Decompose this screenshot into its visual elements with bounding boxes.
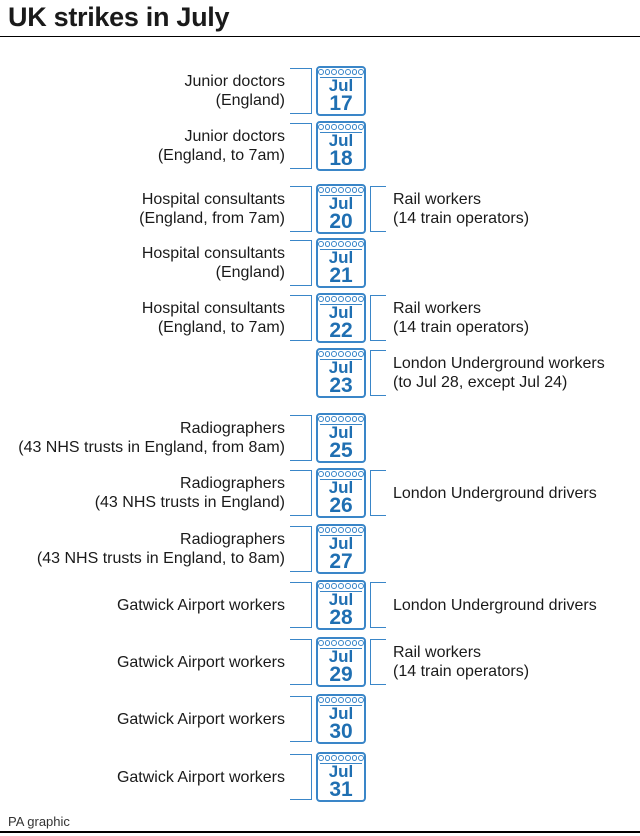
left-bracket xyxy=(290,639,312,685)
strike-row xyxy=(0,580,640,630)
calendar-month: Jul xyxy=(328,478,354,497)
calendar-month: Jul xyxy=(328,762,354,781)
left-strike-label xyxy=(0,184,285,234)
left-bracket xyxy=(290,295,312,341)
calendar-icon xyxy=(316,694,366,744)
calendar-day: 28 xyxy=(329,606,353,629)
left-bracket xyxy=(290,240,312,286)
left-strike-label xyxy=(0,752,285,802)
left-label-line: (England) xyxy=(215,92,285,109)
left-label-line: Junior doctors xyxy=(184,73,285,90)
right-bracket xyxy=(370,350,386,396)
left-strike-label xyxy=(0,293,285,343)
calendar-day: 29 xyxy=(329,663,353,686)
left-bracket xyxy=(290,470,312,516)
calendar-month: Jul xyxy=(328,303,354,322)
left-strike-label xyxy=(0,413,285,463)
left-label-line: (England, to 7am) xyxy=(157,147,285,164)
left-strike-label xyxy=(0,66,285,116)
left-bracket xyxy=(290,754,312,800)
calendar-icon xyxy=(316,184,366,234)
left-label-line: Hospital consultants xyxy=(141,245,285,262)
strike-row xyxy=(0,637,640,687)
title-divider xyxy=(0,36,640,37)
right-strike-label xyxy=(393,580,638,630)
right-strike-label xyxy=(393,184,638,234)
calendar-month: Jul xyxy=(328,131,354,150)
calendar-icon xyxy=(316,238,366,288)
left-label-line: (England, to 7am) xyxy=(157,319,285,336)
calendar-day: 25 xyxy=(329,439,353,462)
calendar-icon xyxy=(316,580,366,630)
right-label-line: Rail workers xyxy=(393,300,482,317)
calendar-day: 20 xyxy=(329,210,353,233)
left-bracket xyxy=(290,526,312,572)
calendar-day: 27 xyxy=(329,550,353,573)
calendar-day: 18 xyxy=(329,147,353,170)
left-label-line: (43 NHS trusts in England) xyxy=(94,494,285,511)
right-label-line: London Underground workers xyxy=(393,355,605,372)
calendar-icon xyxy=(316,348,366,398)
right-label-line: Rail workers xyxy=(393,191,482,208)
right-label-line: (14 train operators) xyxy=(393,319,530,336)
calendar-day: 31 xyxy=(329,778,353,801)
right-bracket xyxy=(370,582,386,628)
calendar-icon xyxy=(316,66,366,116)
left-strike-label xyxy=(0,524,285,574)
strike-row xyxy=(0,468,640,518)
left-bracket xyxy=(290,68,312,114)
right-bracket xyxy=(370,186,386,232)
left-label-line: Radiographers xyxy=(180,475,285,492)
left-strike-label xyxy=(0,468,285,518)
calendar-icon xyxy=(316,468,366,518)
calendar-day: 17 xyxy=(329,92,353,115)
strike-row xyxy=(0,413,640,463)
left-label-line: Hospital consultants xyxy=(141,191,285,208)
left-label-line: Junior doctors xyxy=(184,128,285,145)
left-label-line: Radiographers xyxy=(180,420,285,437)
left-label-line: Gatwick Airport workers xyxy=(116,710,285,728)
left-label-line: Hospital consultants xyxy=(141,300,285,317)
calendar-day: 23 xyxy=(329,374,353,397)
left-label-line: Gatwick Airport workers xyxy=(116,653,285,671)
calendar-icon xyxy=(316,413,366,463)
calendar-day: 30 xyxy=(329,720,353,743)
calendar-day: 26 xyxy=(329,494,353,517)
calendar-month: Jul xyxy=(328,534,354,553)
right-strike-label xyxy=(393,348,638,398)
right-bracket xyxy=(370,295,386,341)
bottom-divider xyxy=(0,831,640,833)
right-strike-label xyxy=(393,293,638,343)
left-label-line: Gatwick Airport workers xyxy=(116,596,285,614)
left-bracket xyxy=(290,696,312,742)
calendar-icon xyxy=(316,524,366,574)
calendar-month: Jul xyxy=(328,76,354,95)
left-bracket xyxy=(290,186,312,232)
calendar-day: 22 xyxy=(329,319,353,342)
left-label-line: Gatwick Airport workers xyxy=(116,768,285,786)
strike-row xyxy=(0,121,640,171)
left-label-line: (43 NHS trusts in England, from 8am) xyxy=(18,439,285,456)
left-strike-label xyxy=(0,238,285,288)
right-label-line: (14 train operators) xyxy=(393,663,530,680)
calendar-icon xyxy=(316,752,366,802)
calendar-icon xyxy=(316,121,366,171)
calendar-icon xyxy=(316,637,366,687)
right-bracket xyxy=(370,470,386,516)
right-label-line: London Underground drivers xyxy=(393,484,597,502)
calendar-month: Jul xyxy=(328,248,354,267)
left-label-line: Radiographers xyxy=(180,531,285,548)
strike-row xyxy=(0,752,640,802)
right-bracket xyxy=(370,639,386,685)
strike-row xyxy=(0,348,640,398)
left-bracket xyxy=(290,415,312,461)
source-credit: PA graphic xyxy=(8,814,70,829)
left-bracket xyxy=(290,123,312,169)
calendar-month: Jul xyxy=(328,704,354,723)
right-strike-label xyxy=(393,468,638,518)
strike-row xyxy=(0,524,640,574)
strike-row xyxy=(0,694,640,744)
calendar-month: Jul xyxy=(328,647,354,666)
strike-row xyxy=(0,293,640,343)
left-label-line: (43 NHS trusts in England, to 8am) xyxy=(36,550,285,567)
left-label-line: (England, from 7am) xyxy=(139,210,285,227)
chart-title: UK strikes in July xyxy=(8,2,230,32)
right-label-line: London Underground drivers xyxy=(393,596,597,614)
right-label-line: (14 train operators) xyxy=(393,210,530,227)
left-strike-label xyxy=(0,694,285,744)
left-strike-label xyxy=(0,121,285,171)
strike-row xyxy=(0,184,640,234)
calendar-month: Jul xyxy=(328,590,354,609)
left-bracket xyxy=(290,582,312,628)
left-label-line: (England) xyxy=(215,264,285,281)
strike-row xyxy=(0,66,640,116)
strike-row xyxy=(0,238,640,288)
calendar-month: Jul xyxy=(328,358,354,377)
left-strike-label xyxy=(0,580,285,630)
calendar-month: Jul xyxy=(328,423,354,442)
right-strike-label xyxy=(393,637,638,687)
left-strike-label xyxy=(0,637,285,687)
right-label-line: (to Jul 28, except Jul 24) xyxy=(393,374,568,391)
calendar-month: Jul xyxy=(328,194,354,213)
calendar-day: 21 xyxy=(329,264,353,287)
calendar-icon xyxy=(316,293,366,343)
right-label-line: Rail workers xyxy=(393,644,482,661)
